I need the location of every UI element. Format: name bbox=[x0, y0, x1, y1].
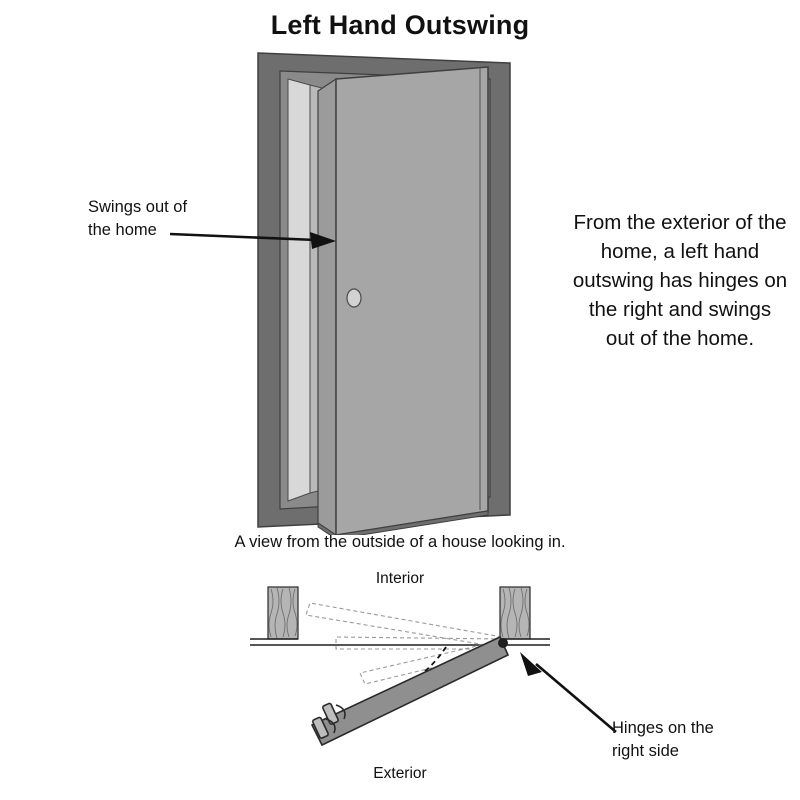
arrow-to-hinge bbox=[516, 650, 626, 740]
plan-door-leaf bbox=[312, 637, 508, 745]
exterior-label: Exterior bbox=[373, 765, 427, 782]
door-edge bbox=[318, 79, 336, 535]
description-text: From the exterior of the home, a left hand outswing has hinges on the right and swings out of the home. bbox=[572, 211, 788, 350]
interior-label: Interior bbox=[375, 570, 425, 587]
door-knob-icon bbox=[347, 289, 361, 307]
swings-out-label: Swings out of the home bbox=[88, 198, 188, 239]
perspective-door-illustration bbox=[240, 45, 560, 535]
view-caption: A view from the outside of a house looking in. bbox=[234, 533, 566, 551]
jamb-left bbox=[288, 79, 310, 501]
hinge-pivot-icon bbox=[498, 638, 508, 648]
hinges-right-label: Hinges on the right side bbox=[612, 719, 714, 760]
page-title: Left Hand Outswing bbox=[270, 10, 530, 40]
plan-view-diagram bbox=[250, 585, 550, 765]
arrow-left-to-door bbox=[168, 222, 338, 252]
